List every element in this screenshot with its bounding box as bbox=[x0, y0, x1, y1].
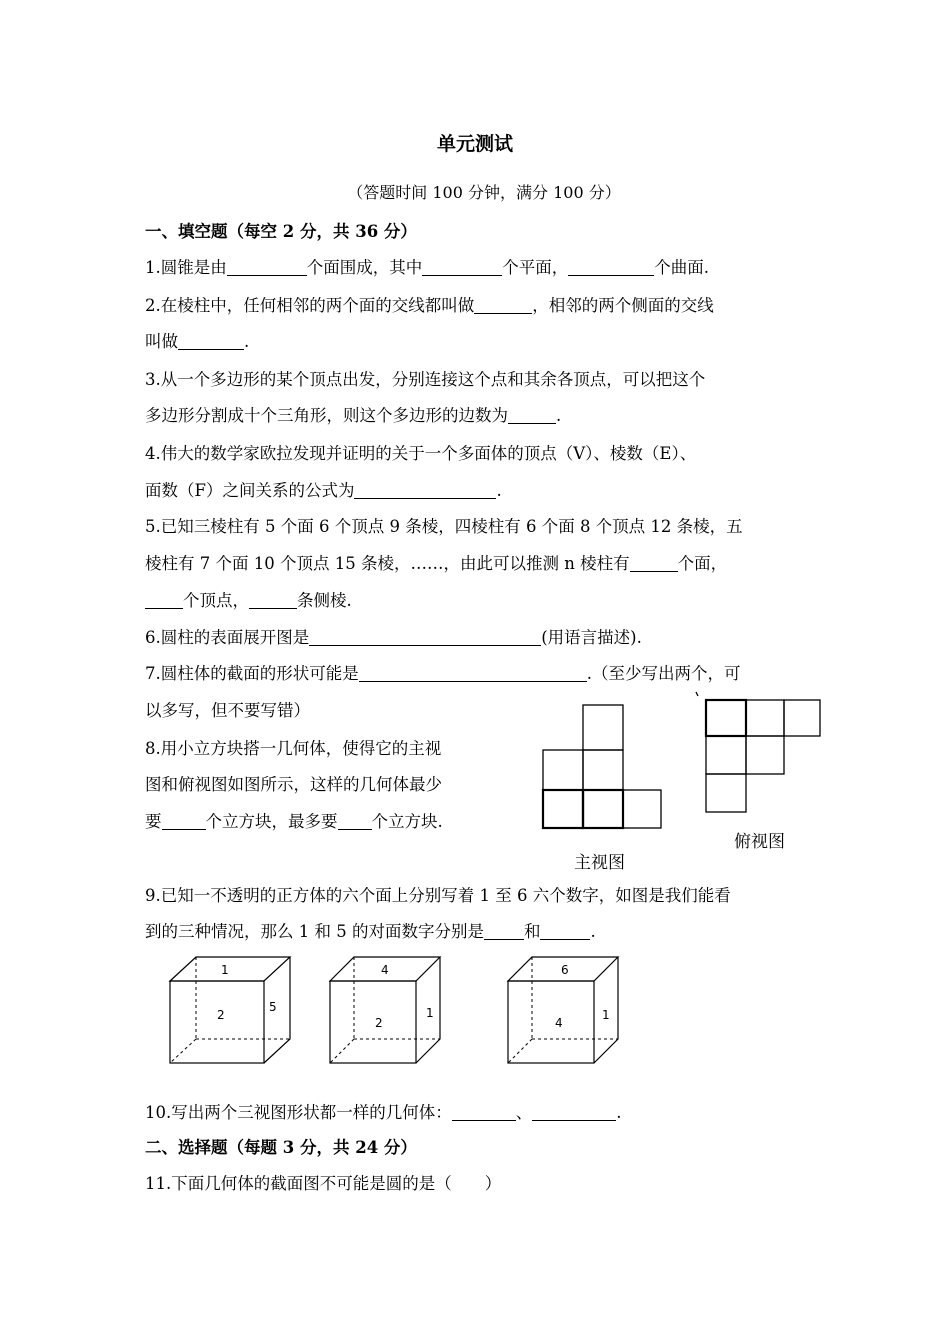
question-5-line-2: 棱柱有 7 个面 10 个顶点 15 条棱，……，由此可以推测 n 棱柱有 个面， bbox=[145, 554, 728, 573]
question-7-line-2: 以多写，但不要写错） bbox=[145, 701, 310, 720]
question-7-line-1: 7.圆柱体的截面的形状可能是 .（至少写出两个，可 bbox=[145, 664, 741, 683]
answer-blank[interactable] bbox=[162, 812, 206, 830]
question-6: 6.圆柱的表面展开图是 (用语言描述). bbox=[145, 628, 642, 647]
cube-2-side-label: 1 bbox=[426, 1006, 434, 1020]
cube-1-front-label: 2 bbox=[217, 1008, 225, 1022]
front-view-figure bbox=[540, 703, 665, 831]
page-title: 单元测试 bbox=[436, 133, 513, 155]
cube-figure-3 bbox=[506, 955, 622, 1067]
question-11: 11.下面几何体的截面图不可能是圆的是（ ） bbox=[145, 1174, 502, 1193]
question-8-line-2: 图和俯视图如图所示，这样的几何体最少 bbox=[145, 775, 442, 794]
answer-blank[interactable] bbox=[474, 296, 532, 314]
exam-info: （答题时间 100 分钟，满分 100 分） bbox=[347, 183, 621, 202]
cube-figure-1 bbox=[168, 955, 294, 1067]
front-view-label: 主视图 bbox=[574, 853, 625, 873]
answer-blank[interactable] bbox=[508, 406, 556, 424]
answer-blank[interactable] bbox=[145, 591, 183, 609]
cube-3-side-label: 1 bbox=[602, 1008, 610, 1022]
question-3-line-1: 3.从一个多边形的某个顶点出发，分别连接这个点和其余各顶点，可以把这个 bbox=[145, 370, 706, 389]
answer-blank[interactable] bbox=[354, 481, 496, 499]
top-view-label: 俯视图 bbox=[734, 832, 785, 852]
question-8-line-3: 要 个立方块，最多要 个立方块. bbox=[145, 812, 443, 831]
question-5-line-3: 个顶点， 条侧棱. bbox=[145, 587, 352, 611]
answer-blank[interactable] bbox=[178, 332, 244, 350]
cube-3-front-label: 4 bbox=[555, 1016, 563, 1030]
question-2-line-1: 2.在棱柱中，任何相邻的两个面的交线都叫做 ，相邻的两个侧面的交线 bbox=[145, 296, 714, 315]
cube-1-side-label: 5 bbox=[269, 1000, 277, 1014]
answer-blank[interactable] bbox=[338, 812, 372, 830]
answer-blank[interactable] bbox=[422, 258, 502, 276]
question-5-line-1: 5.已知三棱柱有 5 个面 6 个顶点 9 条棱，四棱柱有 6 个面 8 个顶点 12 条棱，五 bbox=[145, 517, 743, 536]
question-3-line-2: 多边形分割成十个三角形，则这个多边形的边数为 . bbox=[145, 406, 562, 425]
question-1: 1.圆锥是由 个面围成，其中 个平面， 个曲面. bbox=[145, 258, 709, 277]
question-9-line-1: 9.已知一不透明的正方体的六个面上分别写着 1 至 6 六个数字，如图是我们能看 bbox=[145, 886, 731, 905]
question-9-line-2: 到的三种情况，那么 1 和 5 的对面数字分别是 和 . bbox=[145, 922, 596, 941]
answer-blank[interactable] bbox=[568, 258, 654, 276]
answer-blank[interactable] bbox=[227, 258, 307, 276]
cube-1-top-label: 1 bbox=[221, 963, 229, 977]
answer-blank[interactable] bbox=[630, 554, 678, 572]
answer-blank[interactable] bbox=[532, 1103, 616, 1121]
answer-blank[interactable] bbox=[452, 1103, 516, 1121]
question-4-line-1: 4.伟大的数学家欧拉发现并证明的关于一个多面体的顶点（V）、棱数（E）、 bbox=[145, 444, 697, 463]
section-2-heading: 二、选择题（每题 3 分，共 24 分） bbox=[145, 1138, 417, 1157]
question-2-line-2: 叫做 . bbox=[145, 332, 250, 351]
cube-2-front-label: 2 bbox=[375, 1016, 383, 1030]
cube-figure-2 bbox=[328, 955, 444, 1067]
answer-blank[interactable] bbox=[484, 922, 524, 940]
answer-blank[interactable] bbox=[359, 664, 587, 682]
cube-3-top-label: 6 bbox=[561, 963, 569, 977]
answer-blank[interactable] bbox=[249, 591, 297, 609]
answer-blank[interactable] bbox=[309, 628, 541, 646]
question-4-line-2: 面数（F）之间关系的公式为 . bbox=[145, 481, 502, 500]
question-10: 10.写出两个三视图形状都一样的几何体： 、 . bbox=[145, 1103, 622, 1122]
question-8-line-1: 8.用小立方块搭一几何体，使得它的主视 bbox=[145, 739, 442, 758]
section-1-heading: 一、填空题（每空 2 分，共 36 分） bbox=[145, 222, 417, 241]
cube-2-top-label: 4 bbox=[381, 963, 389, 977]
top-view-figure bbox=[692, 688, 824, 816]
answer-blank[interactable] bbox=[540, 922, 590, 940]
